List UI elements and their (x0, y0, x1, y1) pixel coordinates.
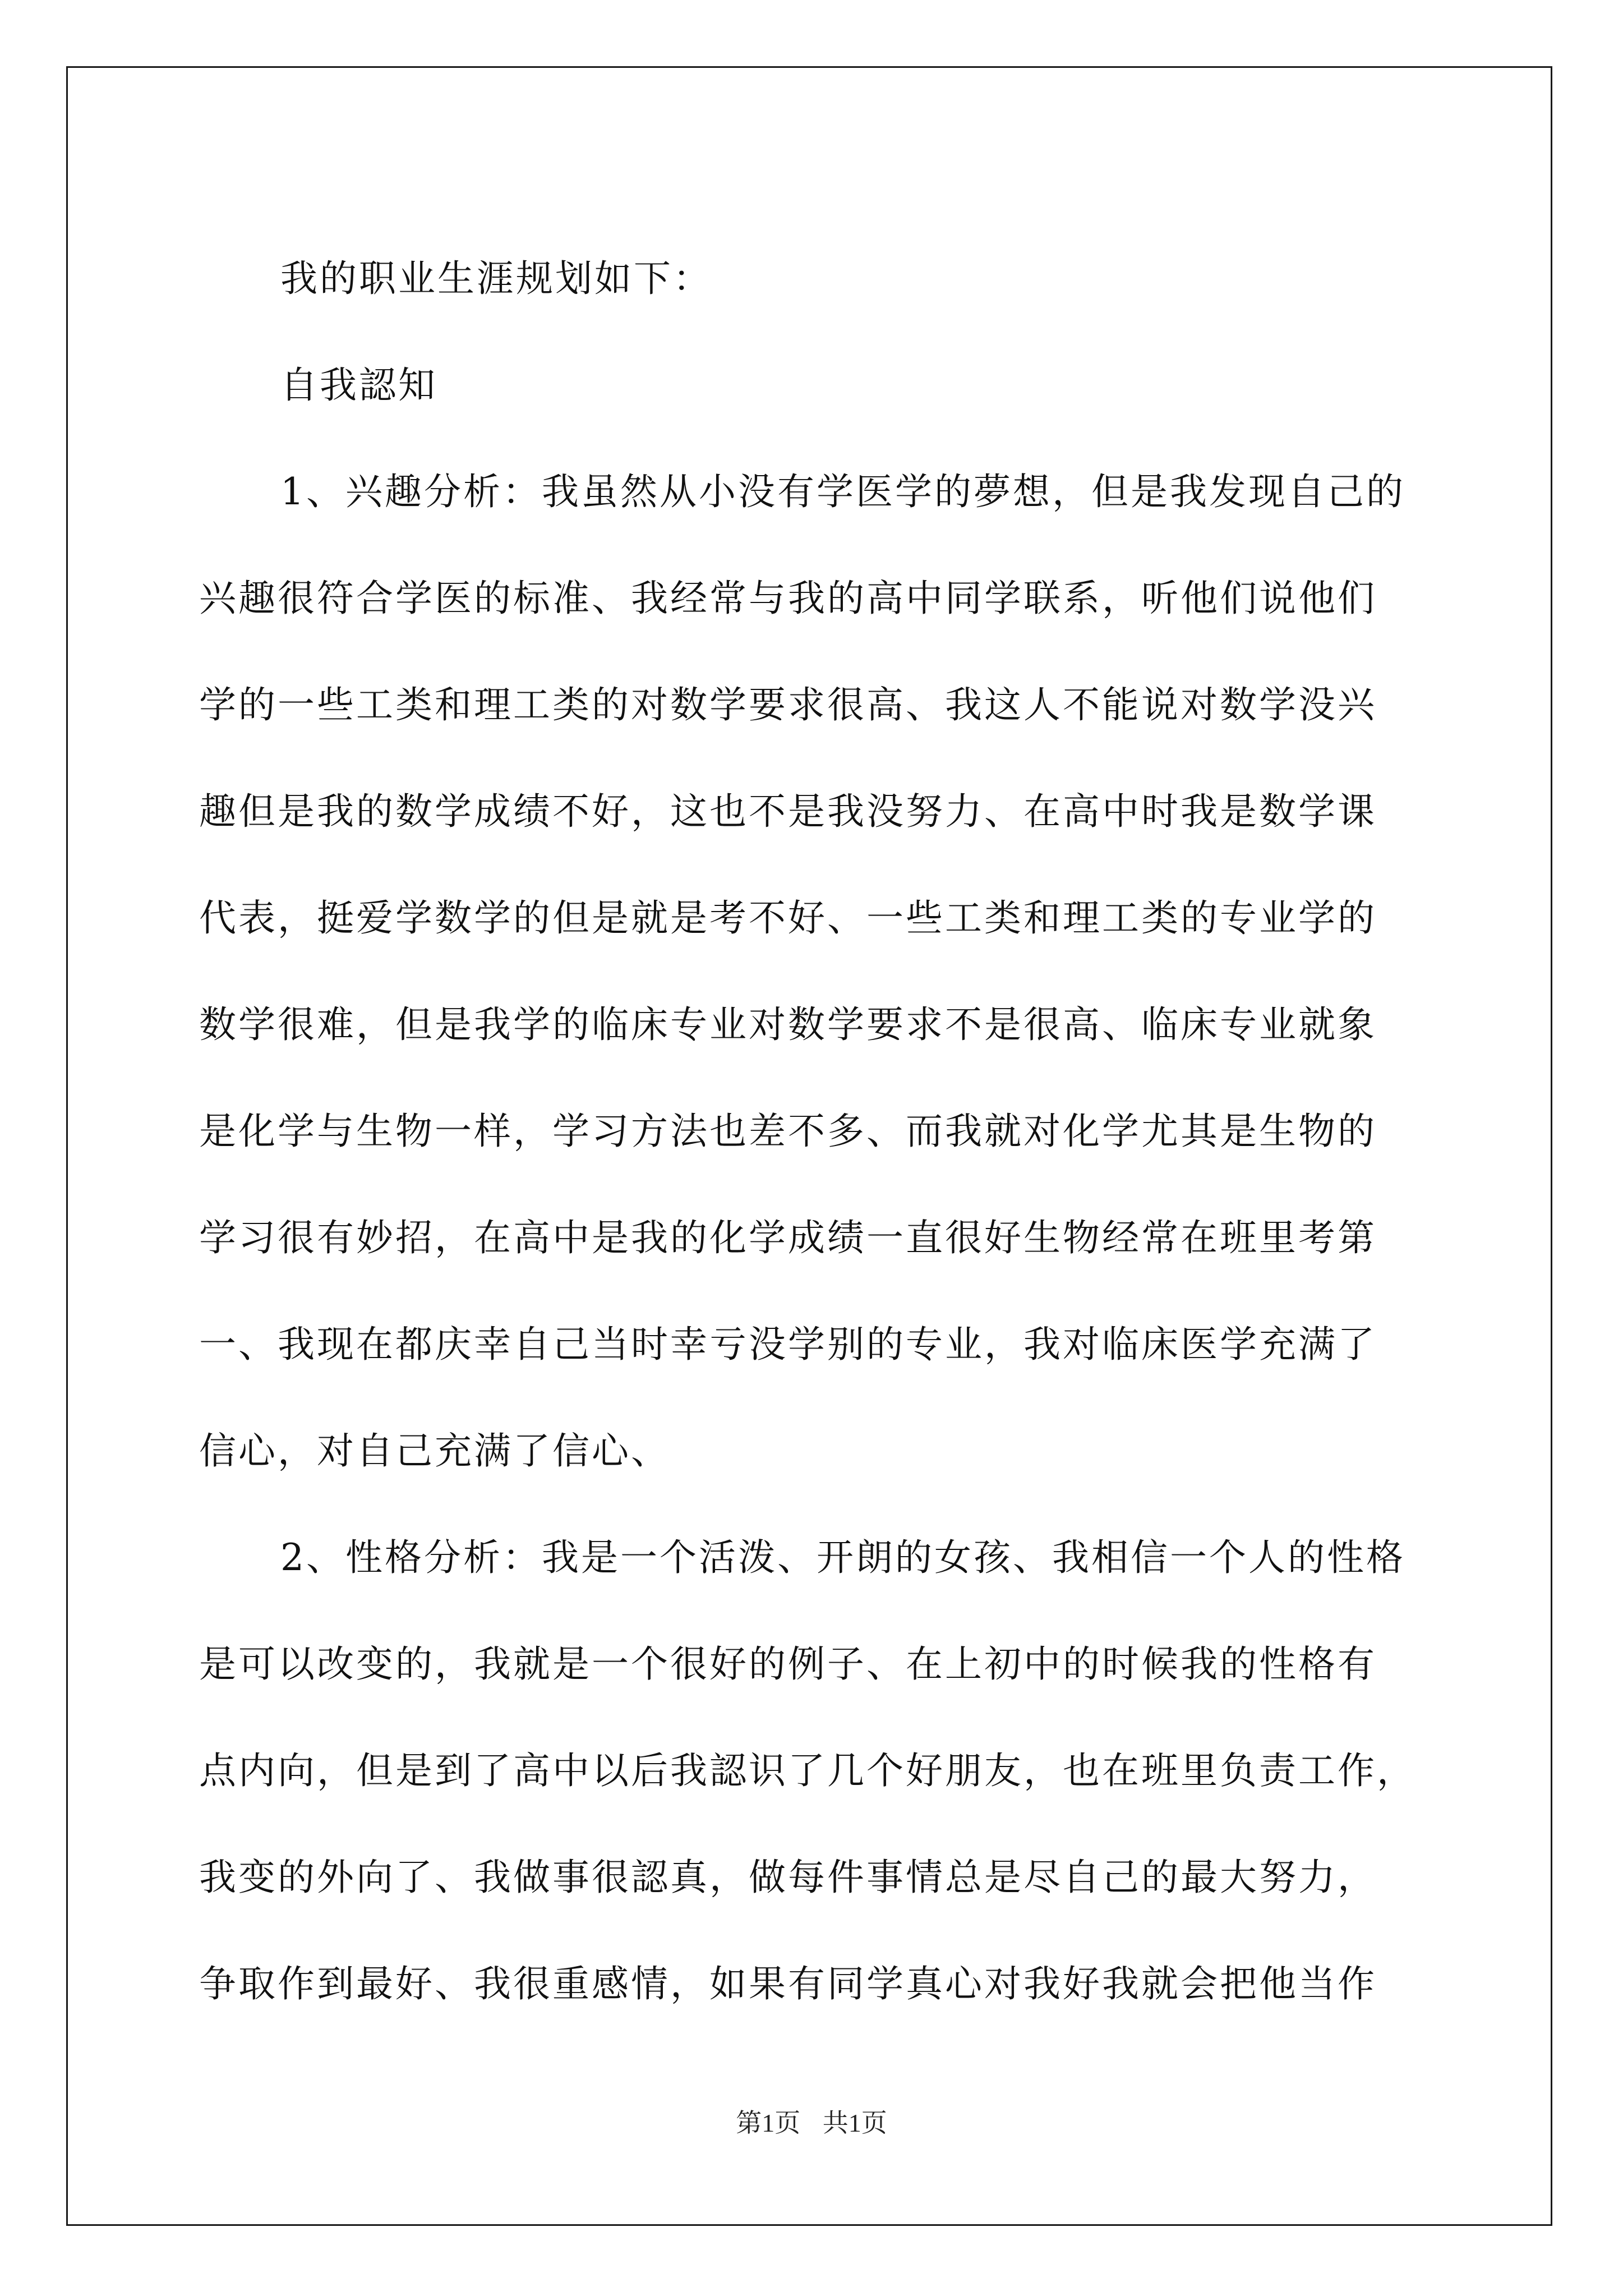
paragraph-line: 是可以改变的，我就是一个很好的例子、在上初中的时候我的性格有 (199, 1642, 1377, 1686)
page-number: 第1页 (736, 2109, 801, 2137)
paragraph-line: 学的一些工类和理工类的对数学要求很高、我这人不能说对数学没兴 (199, 683, 1377, 726)
paragraph-line: 信心，对自己充满了信心、 (199, 1429, 670, 1473)
paragraph-line: 2、性格分析：我是一个活泼、开朗的女孩、我相信一个人的性格 (280, 1536, 1405, 1579)
paragraph-line: 兴趣很符合学医的标准、我经常与我的高中同学联系，听他们说他们 (199, 577, 1377, 620)
personality-analysis-paragraph (199, 1504, 1422, 2037)
paragraph-line: 数学很难，但是我学的临床专业对数学要求不是很高、临床专业就象 (199, 1003, 1377, 1046)
paragraph-line: 趣但是我的数学成绩不好，这也不是我没努力、在高中时我是数学课 (199, 790, 1377, 833)
paragraph-line: 争取作到最好、我很重感情，如果有同学真心对我好我就会把他当作 (199, 1962, 1377, 2005)
paragraph-line: 点内向，但是到了高中以后我認识了几个好朋友，也在班里负责工作， (199, 1749, 1416, 1792)
paragraph-line: 1、兴趣分析：我虽然从小没有学医学的夢想，但是我发现自己的 (280, 470, 1405, 513)
paragraph-line: 是化学与生物一样，学习方法也差不多、而我就对化学尤其是生物的 (199, 1110, 1377, 1153)
document-body (199, 226, 1422, 2037)
paragraph-line: 代表，挺爱学数学的但是就是考不好、一些工类和理工类的专业学的 (199, 896, 1377, 940)
section-title-paragraph (199, 332, 1422, 439)
intro-paragraph (199, 226, 1422, 332)
page-footer (0, 2102, 1623, 2139)
interest-analysis-paragraph (199, 439, 1422, 1504)
page-total: 共1页 (822, 2109, 887, 2137)
paragraph-line: 我变的外向了、我做事很認真，做每件事情总是尽自己的最大努力， (199, 1856, 1377, 1899)
paragraph-line: 学习很有妙招，在高中是我的化学成绩一直很好生物经常在班里考第 (199, 1216, 1377, 1259)
intro-heading: 我的职业生涯规划如下： (280, 257, 712, 300)
section-title: 自我認知 (280, 364, 437, 407)
paragraph-line: 一、我现在都庆幸自己当时幸亏没学别的专业，我对临床医学充满了 (199, 1323, 1377, 1366)
